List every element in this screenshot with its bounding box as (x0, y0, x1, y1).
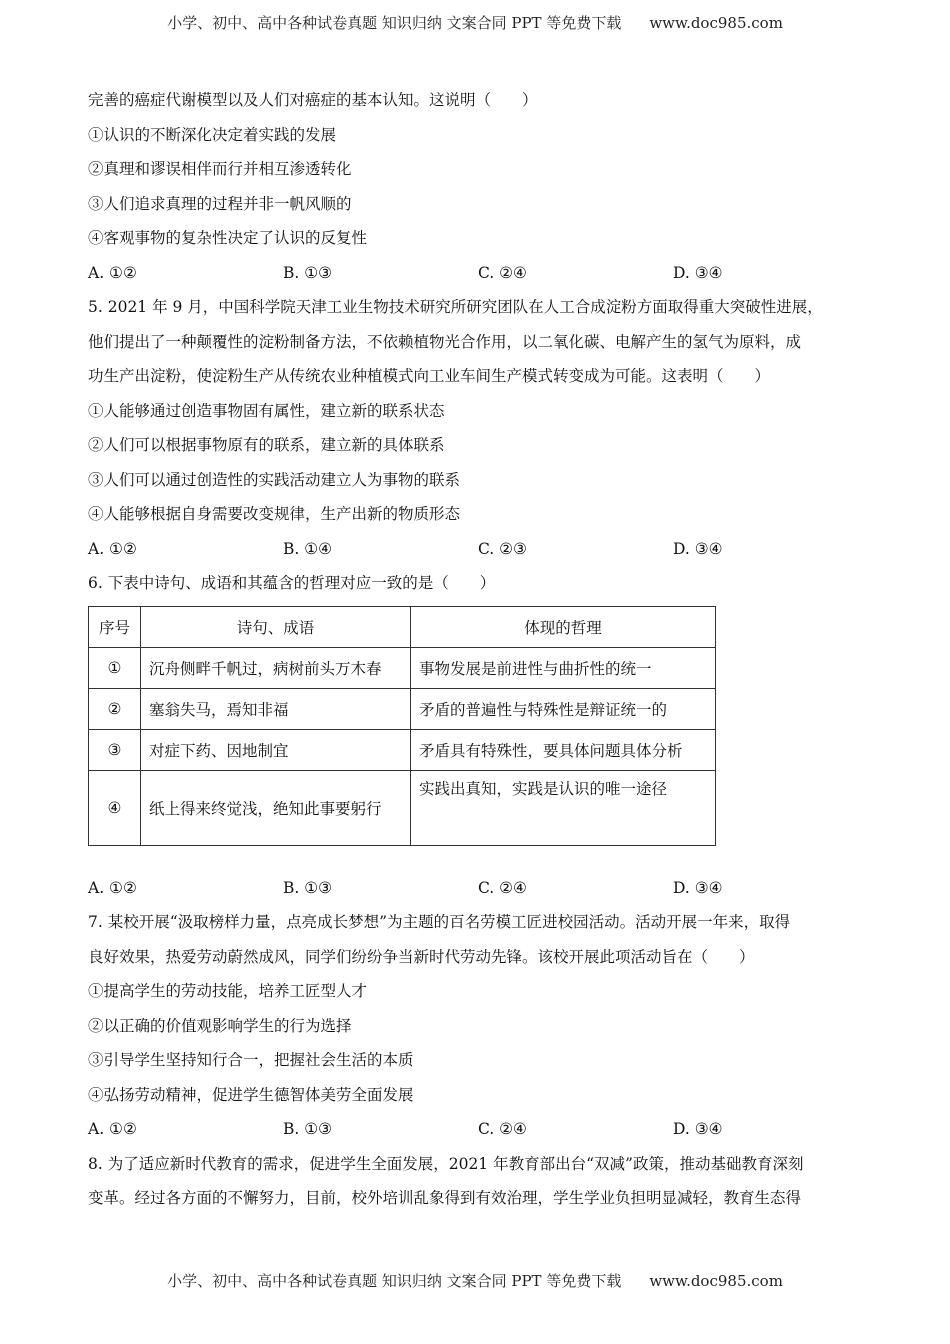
q5-option-c: C. ②③ (478, 539, 527, 558)
row-2-index: ② (89, 688, 141, 729)
row-2-verse: 塞翁失马，焉知非福 (141, 688, 411, 729)
q7-item-3: ③引导学生坚持知行合一，把握社会生活的本质 (88, 1051, 414, 1069)
q6-option-b: B. ①③ (283, 878, 333, 897)
q7-stem-line-2: 良好效果，热爱劳动蔚然成风，同学们纷纷争当新时代劳动先锋。该校开展此项活动旨在（ ） (88, 947, 755, 966)
q5-item-3: ③人们可以通过创造性的实践活动建立人为事物的联系 (88, 470, 461, 489)
row-3-verse: 对症下药、因地制宜 (141, 729, 411, 770)
q5-item-1: ①人能够通过创造事物固有属性，建立新的联系状态 (88, 401, 445, 420)
row-3-index: ③ (89, 729, 141, 770)
q7-item-2: ②以正确的价值观影响学生的行为选择 (88, 1016, 352, 1035)
row-1-philosophy: 事物发展是前进性与曲折性的统一 (411, 647, 716, 688)
row-4-index: ④ (89, 770, 141, 845)
table-row (89, 688, 716, 729)
q8-stem-line-1: 8. 为了适应新时代教育的需求，促进学生全面发展，2021 年教育部出台“双减”政策，推动基础教育深刻 (88, 1154, 804, 1173)
q4-continuation: 完善的癌症代谢模型以及人们对癌症的基本认知。这说明（ ） (88, 91, 538, 109)
q5-options (88, 535, 868, 570)
q7-item-4: ④弘扬劳动精神，促进学生德智体美劳全面发展 (88, 1085, 414, 1104)
q5-item-4: ④人能够根据自身需要改变规律，生产出新的物质形态 (88, 505, 461, 523)
header-text: 小学、初中、高中各种试卷真题 知识归纳 文案合同 PPT 等免费下载 (167, 14, 622, 32)
table-header-verse: 诗句、成语 (141, 606, 411, 647)
q4-item-1: ①认识的不断深化决定着实践的发展 (88, 125, 337, 144)
q4-item-2: ②真理和谬误相伴而行并相互渗透转化 (88, 160, 352, 178)
q6-option-a: A. ①② (88, 878, 137, 897)
footer-url[interactable]: www.doc985.com (649, 1272, 783, 1290)
q5-option-a: A. ①② (88, 539, 137, 558)
q7-options (88, 1115, 868, 1150)
q7-stem-line-1: 7. 某校开展“汲取榜样力量，点亮成长梦想”为主题的百名劳模工匠进校园活动。活动开展一年来，取得 (88, 913, 791, 931)
row-1-verse: 沉舟侧畔千帆过，病树前头万木春 (141, 647, 411, 688)
q5-stem-line-1: 5. 2021 年 9 月，中国科学院天津工业生物技术研究所研究团队在人工合成淀粉方面取得重大突破性进展， (88, 298, 823, 316)
footer-text: 小学、初中、高中各种试卷真题 知识归纳 文案合同 PPT 等免费下载 (167, 1272, 622, 1290)
q6-option-d: D. ③④ (673, 878, 723, 897)
q7-option-a: A. ①② (88, 1120, 137, 1138)
q4-item-3: ③人们追求真理的过程并非一帆风顺的 (88, 194, 352, 213)
row-1-index: ① (89, 647, 141, 688)
row-4-verse: 纸上得来终觉浅，绝知此事要躬行 (141, 770, 411, 845)
header-url[interactable]: www.doc985.com (649, 14, 783, 32)
q4-option-b: B. ①③ (283, 263, 333, 282)
q4-option-a: A. ①② (88, 263, 137, 282)
q5-item-2: ②人们可以根据事物原有的联系，建立新的具体联系 (88, 436, 445, 454)
q7-option-b: B. ①③ (283, 1120, 333, 1138)
q4-item-4: ④客观事物的复杂性决定了认识的反复性 (88, 229, 368, 247)
q5-stem-line-2: 他们提出了一种颠覆性的淀粉制备方法，不依赖植物光合作用，以二氧化碳、电解产生的氢气为原料，成 (88, 332, 802, 351)
table-header-index: 序号 (89, 606, 141, 647)
q5-stem-line-3: 功生产出淀粉，使淀粉生产从传统农业种植模式向工业车间生产模式转变成为可能。这表明（ ） (88, 367, 771, 385)
row-3-philosophy: 矛盾具有特殊性，要具体问题具体分析 (411, 729, 716, 770)
table-header-philosophy: 体现的哲理 (411, 606, 716, 647)
page-content (88, 86, 868, 1219)
q7-option-c: C. ②④ (478, 1120, 527, 1138)
table-row (89, 647, 716, 688)
page-footer (0, 1270, 950, 1291)
q4-option-d: D. ③④ (673, 263, 723, 282)
q5-option-d: D. ③④ (673, 539, 723, 558)
row-2-philosophy: 矛盾的普遍性与特殊性是辩证统一的 (411, 688, 716, 729)
table-spacer (88, 846, 868, 874)
table-row (89, 770, 716, 845)
q4-option-c: C. ②④ (478, 263, 527, 282)
q6-options (88, 874, 868, 909)
q5-option-b: B. ①④ (283, 539, 333, 558)
q6-table (88, 606, 716, 846)
q6-option-c: C. ②④ (478, 878, 527, 897)
table-row (89, 729, 716, 770)
q7-option-d: D. ③④ (673, 1120, 723, 1138)
q7-item-1: ①提高学生的劳动技能，培养工匠型人才 (88, 982, 368, 1000)
row-4-philosophy: 实践出真知，实践是认识的唯一途径 (411, 770, 716, 845)
q4-options (88, 259, 868, 294)
table-header-row (89, 606, 716, 647)
page-header (0, 12, 950, 33)
q8-stem-line-2: 变革。经过各方面的不懈努力，目前，校外培训乱象得到有效治理，学生学业负担明显减轻，教育生态得 (88, 1189, 802, 1207)
q6-stem: 6. 下表中诗句、成语和其蕴含的哲理对应一致的是（ ） (88, 574, 496, 592)
